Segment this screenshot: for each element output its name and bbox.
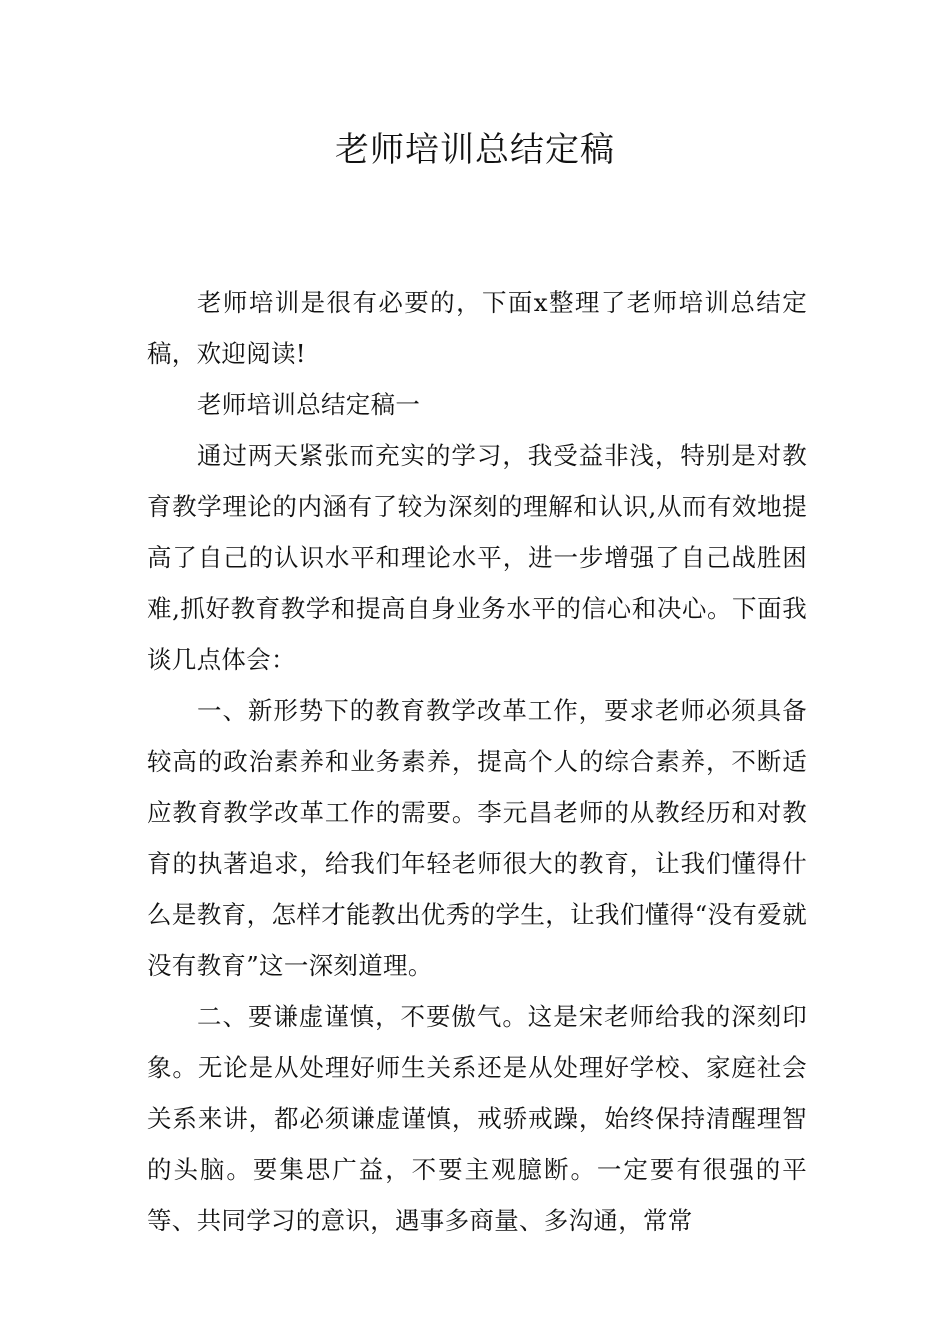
intro-paragraph: 老师培训是很有必要的，下面x整理了老师培训总结定稿，欢迎阅读! [147, 288, 807, 368]
body-paragraph: 一、新形势下的教育教学改革工作，要求老师必须具备较高的政治素养和业务素养，提高个人的综合素养，不断适应教育教学改革工作的需要。李元昌老师的从教经历和对教育的执著追求，给我们年轻老师很大的教育，让我们懂得什么是教育，怎样才能教出优秀的学生，让我们懂得“没有爱就没有教育”这一深刻道理。 [147, 696, 807, 980]
document-body [147, 277, 807, 1246]
body-paragraph: 二、要谦虚谨慎，不要傲气。这是宋老师给我的深刻印象。无论是从处理好师生关系还是从处理好学校、家庭社会关系来讲，都必须谦虚谨慎，戒骄戒躁，始终保持清醒理智的头脑。要集思广益，不要主观臆断。一定要有很强的平等、共同学习的意识，遇事多商量、多沟通，常常 [147, 1002, 807, 1235]
section-heading: 老师培训总结定稿一 [197, 390, 421, 419]
document-title: 老师培训总结定稿 [335, 130, 615, 170]
body-paragraph: 通过两天紧张而充实的学习，我受益非浅，特别是对教育教学理论的内涵有了较为深刻的理解和认识,从而有效地提高了自己的认识水平和理论水平，进一步增强了自己战胜困难,抓好教育教学和提高自身业务水平的信心和决心。下面我谈几点体会： [147, 441, 807, 674]
